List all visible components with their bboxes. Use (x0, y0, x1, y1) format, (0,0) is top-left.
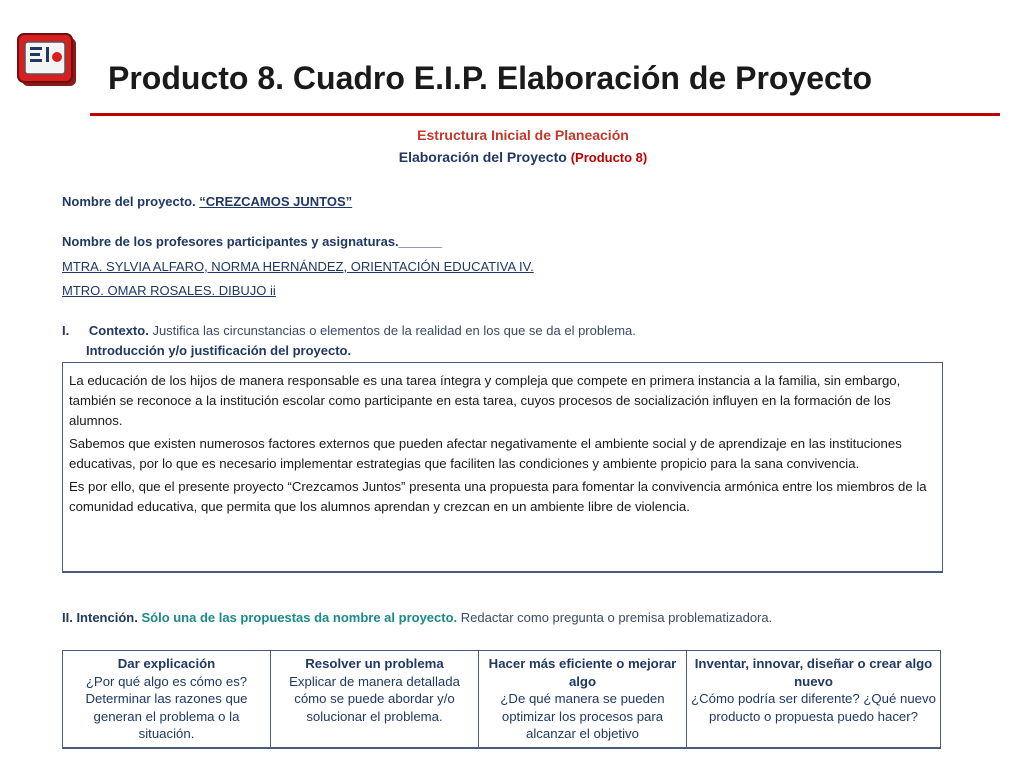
context-label: Contexto. (88, 323, 149, 338)
intention-col-text: ¿Por qué algo es cómo es? Determinar las razones que generan el problema o la situación. (85, 673, 248, 741)
intention-highlight: Sólo una de las propuestas da nombre al proyecto. (141, 610, 458, 625)
intention-col-title: Hacer más eficiente o mejorar algo (488, 656, 677, 689)
context-line (62, 323, 636, 338)
product-tag: (Producto 8) (570, 150, 648, 165)
intention-col-title: Inventar, innovar, diseñar o crear algo nuevo (694, 656, 933, 689)
teacher-line-1: MTRA. SYLVIA ALFARO, NORMA HERNÁNDEZ, ORIENTACIÓN EDUCATIVA IV. (62, 259, 534, 274)
teachers-label: Nombre de los profesores participantes y asignaturas.______ (62, 234, 443, 249)
eip-logo-icon (16, 30, 82, 92)
page-title: Producto 8. Cuadro E.I.P. Elaboración de Proyecto (108, 60, 873, 96)
subheading-text: Elaboración del Proyecto (398, 149, 567, 165)
structure-heading: Estructura Inicial de Planeación (417, 127, 629, 143)
intention-col-text: ¿De qué manera se pueden optimizar los procesos para alcanzar el objetivo (500, 691, 665, 741)
context-paragraph-1: La educación de los hijos de manera responsable es una tarea íntegra y compleja que compete en primera instancia a la familia, sin embargo, también se reconoce a la institución escolar como participante en esta tarea, cuyos procesos de socialización influyen en la formación de los alumnos. (69, 373, 901, 428)
project-name-label: Nombre del proyecto. (62, 194, 196, 209)
intention-cell-explain (63, 651, 271, 748)
intention-cell-improve (479, 651, 687, 748)
intention-table (62, 650, 941, 749)
intention-row (63, 651, 941, 748)
intention-label: II. Intención. (62, 610, 138, 625)
intention-col-title: Resolver un problema (305, 656, 444, 671)
teacher-line-2: MTRO. OMAR ROSALES. DIBUJO ii (62, 283, 276, 298)
intention-description: Redactar como pregunta o premisa problematizadora. (460, 610, 773, 625)
context-description: Justifica las circunstancias o elementos de la realidad en los que se da el problema. (152, 323, 636, 338)
intention-col-text: Explicar de manera detallada cómo se puede abordar y/o solucionar el problema. (289, 673, 460, 724)
intention-line (62, 610, 772, 625)
project-name-value: “CREZCAMOS JUNTOS” (199, 194, 353, 209)
intention-cell-solve (271, 651, 479, 748)
context-numeral: I. (62, 323, 70, 338)
context-text-box (62, 362, 943, 573)
project-name-line (62, 194, 352, 209)
context-paragraph-2: Sabemos que existen numerosos factores externos que pueden afectar negativamente el ambiente social y de aprendizaje en las instituciones educativas, por lo que es necesario implementar estrategias que faciliten las condiciones y ambiente propicio para la sana convivencia. (69, 436, 902, 471)
intention-col-text: ¿Cómo podría ser diferente? ¿Qué nuevo producto o propuesta puedo hacer? (691, 691, 936, 724)
intention-col-title: Dar explicación (117, 656, 216, 671)
intention-cell-invent (687, 651, 941, 748)
intro-label: Introducción y/o justificación del proyecto. (86, 343, 352, 358)
context-paragraph-3: Es por ello, que el presente proyecto “Crezcamos Juntos” presenta una propuesta para fomentar la convivencia armónica entre los miembros de la comunidad educativa, que permita que los alumnos aprendan y crezcan en un ambiente libre de violencia. (69, 479, 927, 514)
title-divider (90, 113, 1000, 116)
structure-subheading (0, 149, 1024, 165)
